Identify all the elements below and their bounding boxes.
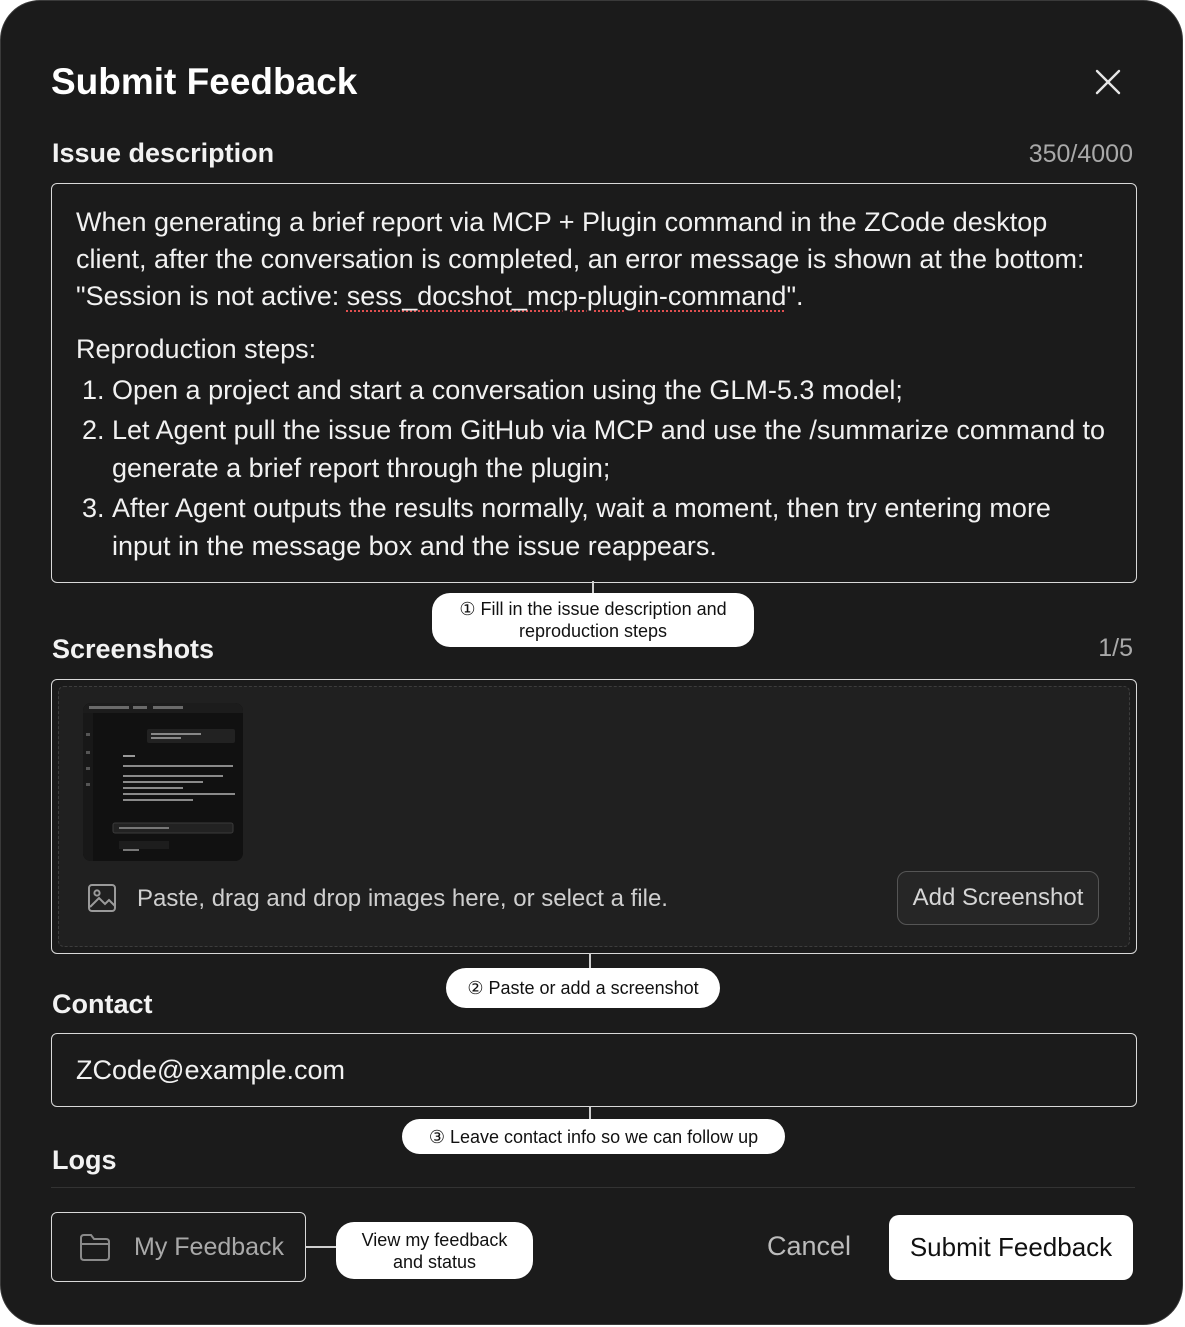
callout-connector [306, 1246, 338, 1248]
callout-text: reproduction steps [518, 621, 668, 641]
close-icon [1089, 63, 1127, 101]
steps-title: Reproduction steps: [76, 334, 317, 364]
callout-text: and status [392, 1251, 477, 1272]
screenshots-counter: 1/5 [1098, 634, 1133, 662]
issue-description-paragraph [76, 204, 1112, 315]
issue-text-before: When generating a brief report via MCP + Plugin command in the ZCode desktop client, after the conversation is completed, an error message is shown at the bottom: "Session is not active: [76, 207, 1085, 311]
step-item: 3. After Agent outputs the results normally, wait a moment, then try entering more input in the message box and the issue reappears. [112, 489, 1112, 565]
dropzone-inner [58, 686, 1130, 947]
screenshot-dropzone[interactable] [51, 679, 1137, 954]
screenshots-label: Screenshots [52, 634, 215, 664]
contact-input[interactable] [51, 1033, 1137, 1107]
cancel-button[interactable]: Cancel [767, 1231, 852, 1261]
footer-divider [51, 1187, 1135, 1188]
callout-text: View my feedback [361, 1229, 508, 1250]
step-item: 1. Open a project and start a conversation using the GLM-5.3 model; [112, 371, 1112, 409]
dialog-title: Submit Feedback [51, 61, 358, 102]
issue-char-counter: 350/4000 [1028, 140, 1133, 168]
submit-feedback-button[interactable]: Submit Feedback [889, 1215, 1133, 1280]
spellcheck-underlined-text: sess_docshot_mcp-plugin-command [346, 281, 787, 311]
my-feedback-label: My Feedback [134, 1232, 285, 1261]
folder-icon [78, 1232, 112, 1262]
callout-issue-description [432, 593, 754, 647]
callout-connector [589, 953, 591, 969]
my-feedback-button[interactable] [51, 1212, 306, 1282]
issue-description-textarea[interactable] [51, 183, 1137, 583]
callout-connector [589, 1106, 591, 1120]
contact-label: Contact [52, 989, 153, 1019]
callout-my-feedback [336, 1222, 533, 1279]
image-icon [87, 883, 117, 913]
logs-label: Logs [52, 1145, 117, 1175]
callout-contact: ③ Leave contact info so we can follow up [402, 1119, 785, 1154]
step-item: 2. Let Agent pull the issue from GitHub via MCP and use the /summarize command to generate a brief report through the plugin; [112, 411, 1112, 487]
close-button[interactable] [1089, 63, 1127, 101]
callout-screenshot: ② Paste or add a screenshot [446, 968, 720, 1008]
issue-text-after: ". [786, 281, 804, 311]
add-screenshot-button[interactable]: Add Screenshot [897, 871, 1099, 925]
callout-text: ① Fill in the issue description and [459, 599, 727, 619]
screenshot-preview-graphic [83, 703, 243, 861]
issue-description-label: Issue description [52, 138, 275, 168]
steps-list [76, 371, 1112, 565]
screenshot-thumbnail[interactable] [83, 703, 243, 861]
dropzone-hint: Paste, drag and drop images here, or select a file. [137, 885, 668, 912]
